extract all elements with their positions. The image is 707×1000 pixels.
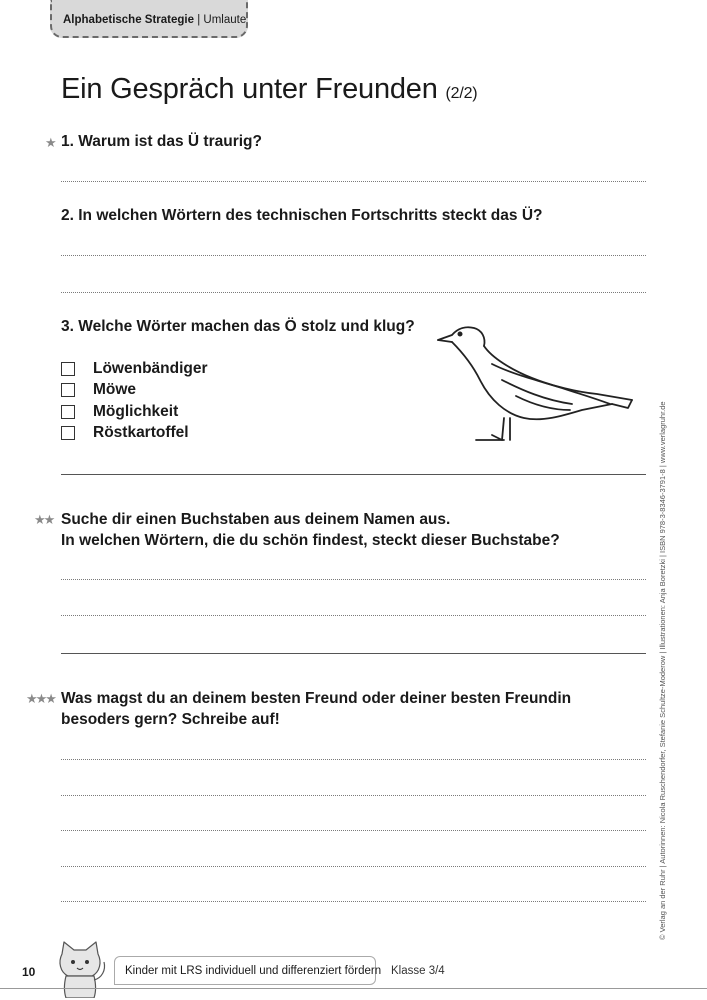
difficulty-stars-2: ★★ <box>34 512 54 527</box>
difficulty-stars-3: ★★★ <box>26 691 55 706</box>
answer-line[interactable] <box>61 759 646 760</box>
answer-line[interactable] <box>61 292 646 293</box>
title-main: Ein Gespräch unter Freunden <box>61 73 438 105</box>
page-title <box>61 73 477 106</box>
task-2-line-2: In welchen Wörtern, die du schön findest, steckt dieser Buchstabe? <box>61 532 560 549</box>
answer-line[interactable] <box>61 830 646 831</box>
cat-mascot-icon <box>50 940 110 998</box>
section-divider <box>61 653 646 654</box>
checkbox-item[interactable] <box>61 380 208 402</box>
footer-grade: Klasse 3/4 <box>391 965 445 977</box>
checkbox-item[interactable] <box>61 423 208 445</box>
question-1: 1. Warum ist das Ü traurig? <box>61 133 262 150</box>
section-divider <box>61 474 646 475</box>
answer-line[interactable] <box>61 255 646 256</box>
checkbox-item[interactable] <box>61 358 208 380</box>
answer-line[interactable] <box>61 615 646 616</box>
checkbox[interactable] <box>61 383 75 397</box>
task-3-line-2: besoders gern? Schreibe auf! <box>61 711 280 728</box>
task-3-line-1: Was magst du an deinem besten Freund oder deiner besten Freundin <box>61 690 572 707</box>
answer-line[interactable] <box>61 795 646 796</box>
page-number: 10 <box>22 965 36 979</box>
answer-line[interactable] <box>61 866 646 867</box>
checkbox-label: Möwe <box>93 381 137 399</box>
checkbox[interactable] <box>61 426 75 440</box>
footer-rule <box>0 988 707 989</box>
checkbox[interactable] <box>61 362 75 376</box>
question-2: 2. In welchen Wörtern des technischen Fortschritts steckt das Ü? <box>61 207 543 224</box>
checkbox-label: Möglichkeit <box>93 402 179 420</box>
title-part: (2/2) <box>445 85 478 102</box>
answer-line[interactable] <box>61 579 646 580</box>
checkbox[interactable] <box>61 405 75 419</box>
seagull-illustration <box>432 318 637 446</box>
checkbox-item[interactable] <box>61 401 208 423</box>
header-strategy: Alphabetische Strategie <box>63 14 195 26</box>
checkbox-list <box>61 358 208 444</box>
side-credit: © Verlag an der Ruhr | Autorinnen: Nicola Ruschendorfer, Stefanie Schultze-Moderow | Illustrationen: Anja Boretzki | ISBN 978-3-8346-3791-8 | www.verlagruhr.de <box>658 401 667 940</box>
task-2-line-1: Suche dir einen Buchstaben aus deinem Namen aus. <box>61 511 451 528</box>
header-topic: Umlaute <box>203 14 247 26</box>
answer-line[interactable] <box>61 181 646 182</box>
checkbox-label: Röstkartoffel <box>93 424 189 442</box>
header-separator: | <box>194 14 204 26</box>
answer-line[interactable] <box>61 901 646 902</box>
header-tab <box>50 0 248 38</box>
question-3: 3. Welche Wörter machen das Ö stolz und klug? <box>61 318 415 335</box>
checkbox-label: Löwenbändiger <box>93 359 208 377</box>
difficulty-stars-1: ★ <box>45 135 55 150</box>
footer-book-title: Kinder mit LRS individuell und differenziert fördern <box>114 956 376 985</box>
